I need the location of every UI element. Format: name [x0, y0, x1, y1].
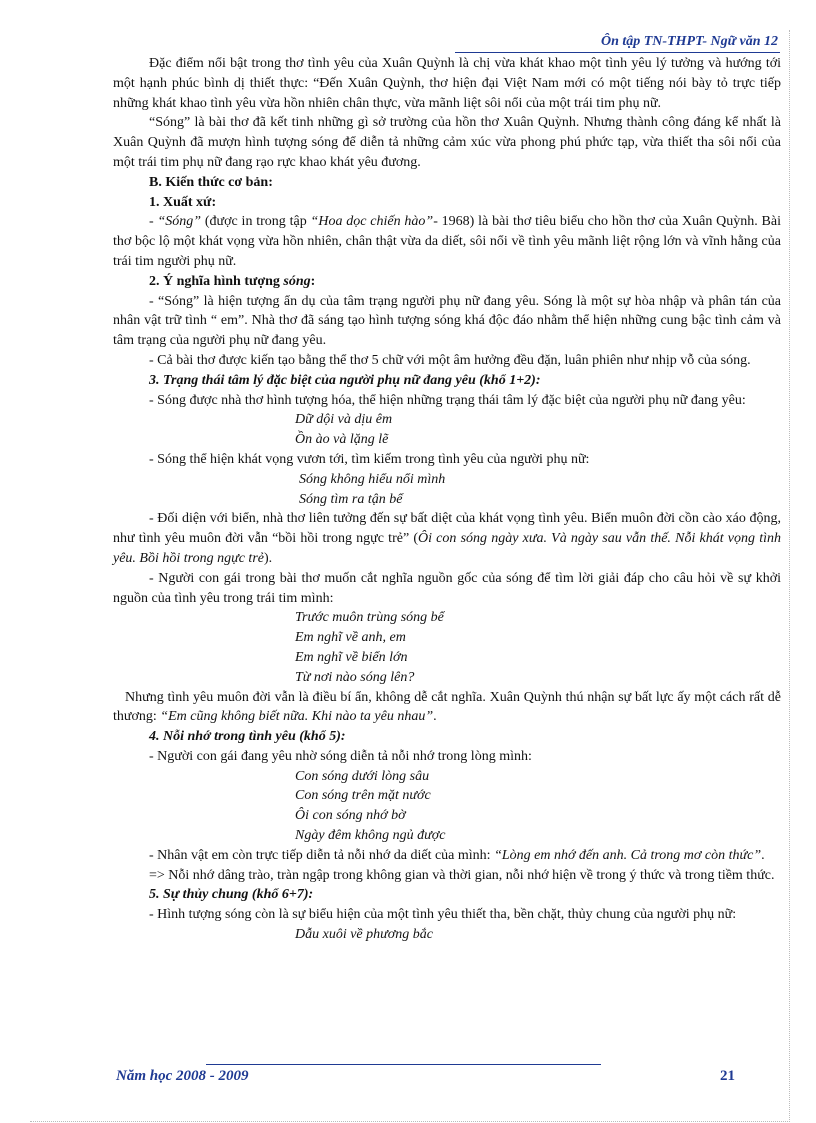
section-4-paragraph-2: - Nhân vật em còn trực tiếp diễn tả nỗi nhớ da diết của mình: “Lòng em nhớ đến anh. Cả trong mơ còn thức”. — [149, 847, 765, 863]
section-3-heading: 3. Trạng thái tâm lý đặc biệt của người phụ nữ đang yêu (khổ 1+2): — [149, 372, 541, 388]
verse-line: Con sóng dưới lòng sâu — [295, 768, 430, 784]
section-4-heading: 4. Nỗi nhớ trong tình yêu (khổ 5): — [149, 729, 346, 745]
section-2-paragraph-1: - “Sóng” là hiện tượng ẩn dụ của tâm trạng người phụ nữ đang yêu. Sóng là một sự hòa nhập và phân tán của nhân vật trữ tình “ em”. Nhà thơ đã sáng tạo hình tượng sóng khá độc đáo nhằm thể hiện những cung bậc tình cảm và tâm trạng của người phụ nữ đang yêu. — [113, 293, 781, 349]
page-edge-right — [789, 30, 790, 1120]
main-content — [113, 54, 781, 945]
section-4-paragraph-3: => Nỗi nhớ dâng trào, tràn ngập trong không gian và thời gian, nỗi nhớ hiện về trong ý thức và trong tiềm thức. — [149, 867, 775, 883]
section-2-paragraph-2: - Cả bài thơ được kiến tạo bằng thể thơ 5 chữ với một âm hưởng đều đặn, luân phiên như nhịp vỗ của sóng. — [149, 352, 751, 368]
footer-rule — [206, 1064, 601, 1065]
verse-line: Từ nơi nào sóng lên? — [295, 669, 415, 685]
section-3-paragraph-5: Nhưng tình yêu muôn đời vẫn là điều bí ẩn, không dễ cắt nghĩa. Xuân Quỳnh thú nhận sự bất lực ấy một cách rất dễ thương: “Em cũng không biết nữa. Khi nào ta yêu nhau”. — [113, 689, 781, 725]
verse-line: Dữ dội và dịu êm — [295, 412, 393, 428]
section-3-paragraph-3: - Đối diện với biển, nhà thơ liên tưởng đến sự bất diệt của khát vọng tình yêu. Biển muôn đời cồn cào xáo động, như tình yêu muôn đời vẫn “bồi hồi trong ngực trẻ” (Ôi con sóng ngày xưa. Và ngày sau vẫn thế. Nỗi khát vọng tình yêu. Bồi hồi trong ngực trẻ). — [113, 511, 781, 566]
page-edge-bottom — [30, 1121, 790, 1122]
section-b-heading: B. Kiến thức cơ bản: — [149, 174, 273, 190]
verse-line: Ồn ào và lặng lẽ — [295, 432, 389, 448]
intro-paragraph-1: Đặc điểm nổi bật trong thơ tình yêu của Xuân Quỳnh là chị vừa khát khao một tình yêu lý tưởng và hướng tới một hạnh phúc bình dị thiết thực: “Đến Xuân Quỳnh, thơ hiện đại Việt Nam mới có một tiếng nói bày tỏ trực tiếp những khát khao tình yêu vừa hồn nhiên chân thực, vừa mãnh liệt sôi nổi của một trái tim phụ nữ. — [113, 56, 781, 111]
section-1-paragraph: - “Sóng” (được in trong tập “Hoa dọc chiến hào”- 1968) là bài thơ tiêu biểu cho hồn thơ của Xuân Quỳnh. Bài thơ bộc lộ một khát vọng vừa hồn nhiên, chân thật vừa da diết, sôi nổi về tình yêu mãnh liệt rộng lớn và vĩnh hằng của trái tim người phụ nữ. — [113, 214, 781, 269]
verse-line: Con sóng trên mặt nước — [295, 788, 431, 804]
verse-line: Em nghĩ về biển lớn — [295, 649, 408, 665]
verse-line: Sóng tìm ra tận bể — [299, 491, 403, 507]
verse-line: Em nghĩ về anh, em — [295, 630, 406, 646]
section-3-paragraph-1: - Sóng được nhà thơ hình tượng hóa, thể hiện những trạng thái tâm lý đặc biệt của người phụ nữ đang yêu: — [149, 392, 746, 408]
section-5-heading: 5. Sự thủy chung (khổ 6+7): — [149, 887, 314, 903]
section-3-paragraph-2: - Sóng thể hiện khát vọng vươn tới, tìm kiếm trong tình yêu của người phụ nữ: — [149, 451, 590, 467]
section-1-heading: 1. Xuất xứ: — [149, 194, 217, 210]
verse-line: Sóng không hiểu nổi mình — [299, 471, 446, 487]
page-header: Ôn tập TN-THPT- Ngữ văn 12 — [600, 34, 778, 49]
intro-paragraph-2: “Sóng” là bài thơ đã kết tinh những gì sở trường của hồn thơ Xuân Quỳnh. Nhưng thành công đáng kể nhất là Xuân Quỳnh đã mượn hình tượng sóng để diễn tả những cảm xúc vừa phong phú phức tạp, vừa thiết tha sôi nổi của một trái tim phụ nữ đang rạo rực khao khát yêu đương. — [113, 115, 781, 170]
footer-school-year: Năm học 2008 - 2009 — [116, 1068, 249, 1084]
verse-line: Ngày đêm không ngủ được — [295, 828, 446, 844]
verse-line: Trước muôn trùng sóng bể — [295, 610, 444, 626]
section-5-paragraph-1: - Hình tượng sóng còn là sự biểu hiện của một tình yêu thiết tha, bền chặt, thủy chung của người phụ nữ: — [149, 907, 737, 923]
section-4-paragraph-1: - Người con gái đang yêu nhờ sóng diễn tả nỗi nhớ trong lòng mình: — [149, 748, 532, 764]
section-3-paragraph-4: - Người con gái trong bài thơ muốn cắt nghĩa nguồn gốc của sóng để tìm lời giải đáp cho câu hỏi về sự khởi nguồn của tình yêu trong trái tim mình: — [113, 570, 781, 606]
page-number: 21 — [720, 1068, 735, 1084]
verse-line: Ôi con sóng nhớ bờ — [295, 808, 406, 824]
verse-line: Dẫu xuôi về phương bắc — [295, 927, 433, 943]
section-2-heading: 2. Ý nghĩa hình tượng sóng: — [149, 273, 316, 289]
header-rule — [455, 52, 780, 53]
